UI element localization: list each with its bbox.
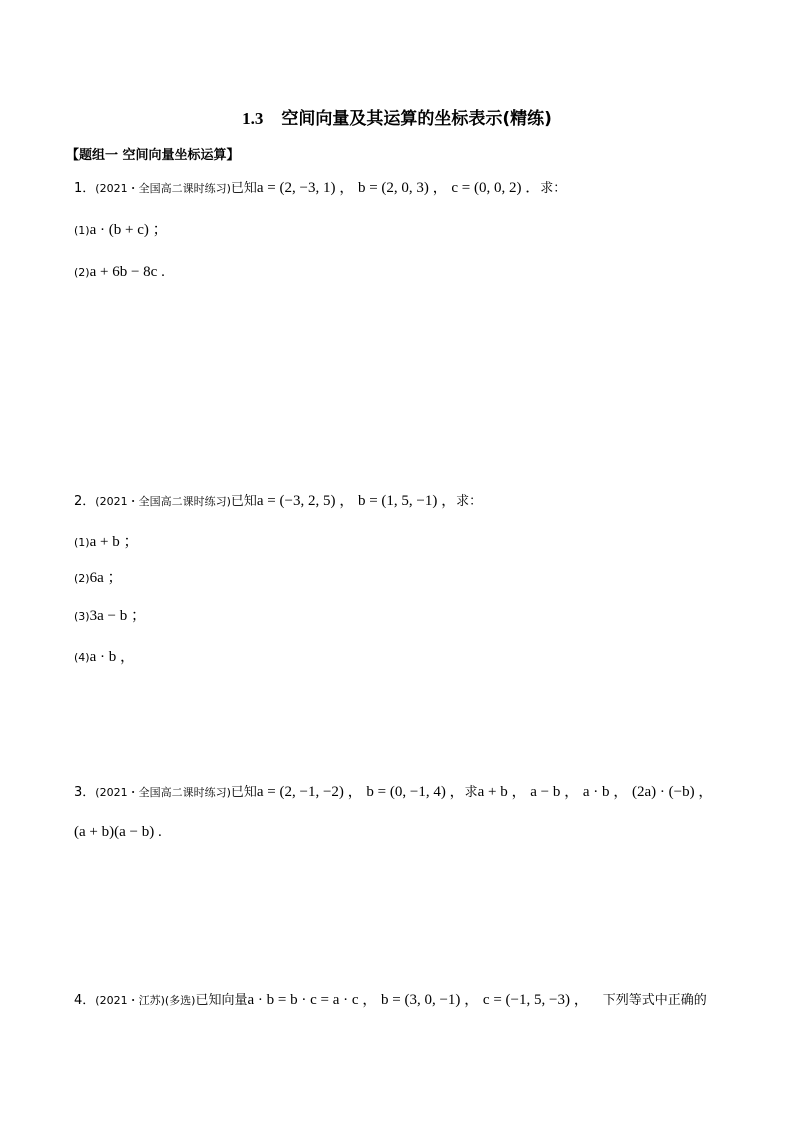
part-label: (3) [74,610,90,623]
problem-3-stem [74,782,713,803]
part-math: a · b ， [89,649,135,665]
problem-number: 1． [74,181,96,196]
problem-source: (2021・江苏) [95,994,165,1007]
problem-stem-lead: 已知 [230,494,257,509]
part-label: (2) [74,572,90,585]
problem-stem-math: a · b = b · c = a · c ， b = (3, 0, −1) ， c = (−1, 5, −3) ， [247,992,589,1008]
problem-stem-tail: 求 [464,785,478,800]
part-label: (2) [74,266,90,279]
problem-stem-tail: 求： [540,181,567,196]
problem-continuation-math: (a + b)(a − b) . [74,824,162,840]
section-number: 1.3 [242,109,264,128]
problem-stem-math: a = (−3, 2, 5) ， b = (1, 5, −1) ， [256,493,457,509]
part-label: (1) [74,536,90,549]
problem-2-part-2 [74,568,123,589]
problem-number: 3． [74,785,96,800]
problem-stem-tail: 下列等式中正确的 [602,993,707,1008]
part-math: a + b ； [89,534,139,550]
problem-2-part-3 [74,606,146,627]
problem-stem-lead: 已知 [230,785,257,800]
problem-2-part-4 [74,647,135,668]
section-title-text: 空间向量及其运算的坐标表示(精练) [281,109,552,129]
problem-source: (2021・全国高二课时练习) [95,786,231,799]
problem-4-stem [74,990,707,1011]
page-title [0,104,794,129]
part-label: (4) [74,651,90,664]
problem-1-part-1 [74,220,168,241]
problem-1-stem [74,178,566,199]
problem-number: 4． [74,993,96,1008]
part-label: (1) [74,224,90,237]
problem-1-part-2 [74,262,165,283]
part-math: a + 6b − 8c . [89,264,165,280]
problem-source: (2021・全国高二课时练习) [95,182,231,195]
part-math: 3a − b ； [89,608,146,624]
problem-stem-tail: 求： [456,494,483,509]
problem-source: (2021・全国高二课时练习) [95,495,231,508]
problem-2-part-1 [74,532,138,553]
problem-stem-lead: 已知 [230,181,257,196]
problem-3-line-2 [74,822,162,843]
problem-tag: (多选) [164,994,196,1007]
part-math: 6a ； [89,570,123,586]
problem-number: 2． [74,494,96,509]
problem-stem-math: a = (2, −1, −2) ， b = (0, −1, 4) ， [256,784,465,800]
problem-2-stem [74,491,482,512]
exercise-group-heading: 【题组一 空间向量坐标运算】 [66,148,240,163]
problem-stem-math: a = (2, −3, 1) ， b = (2, 0, 3) ， c = (0, 0, 2) ． [256,180,541,196]
part-math: a · (b + c) ； [89,222,168,238]
problem-stem-math-2: a + b ， a − b ， a · b ， (2a) · (−b) ， [477,784,714,800]
problem-stem-lead: 已知向量 [195,993,248,1008]
